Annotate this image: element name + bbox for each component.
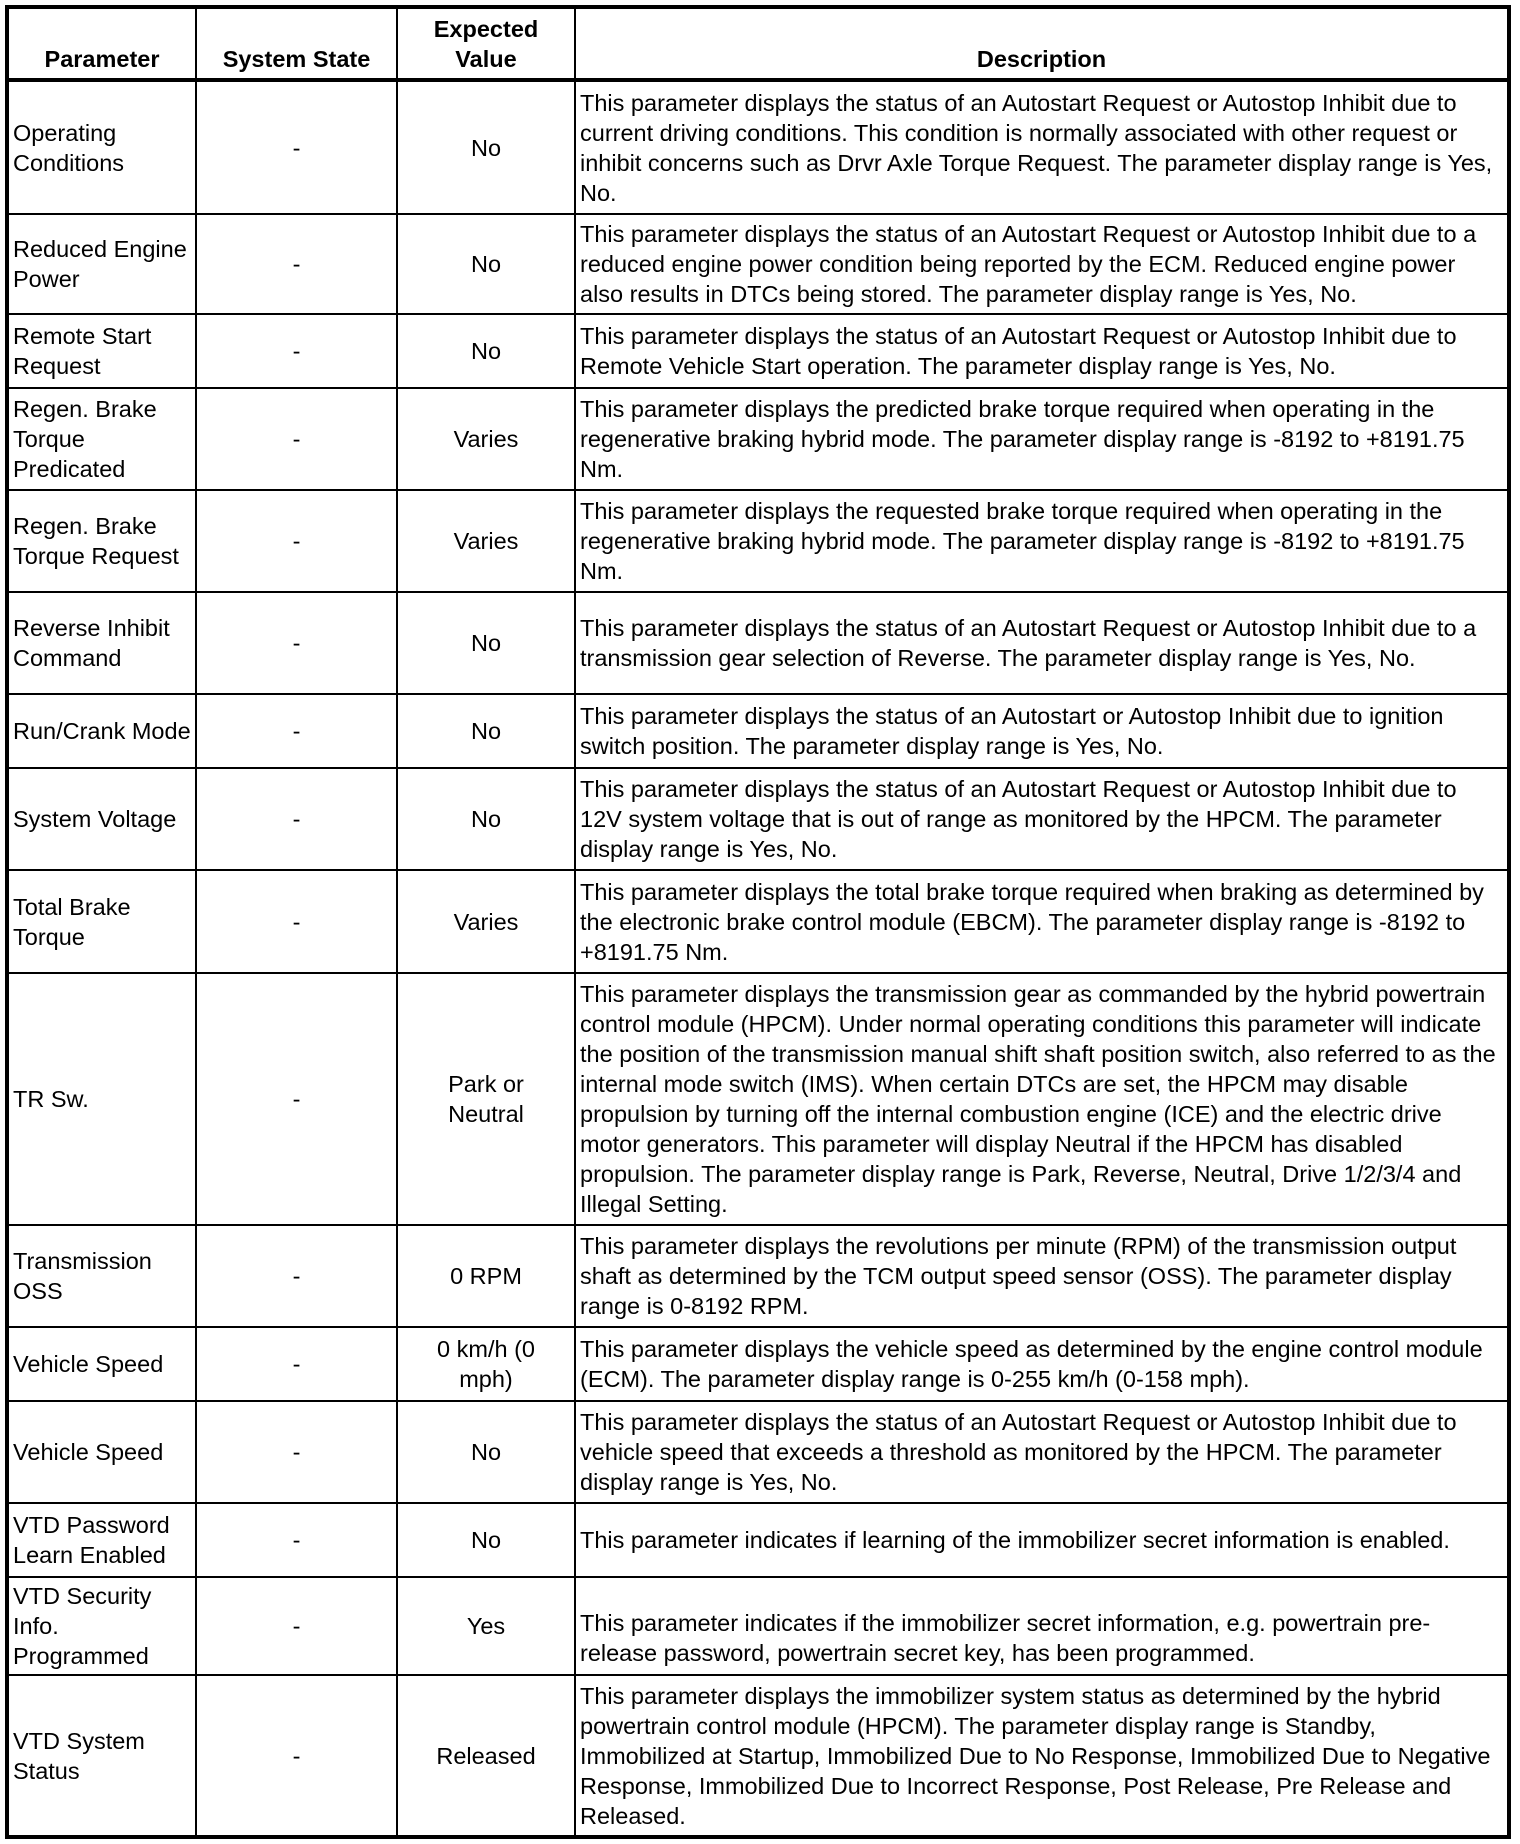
system-state-cell: - — [196, 1225, 397, 1327]
description-cell: This parameter displays the status of an Autostart Request or Autostop Inhibit due to a reduced engine power condition being reported by the ECM. Reduced engine power also results in DTCs being stored. The parameter display range is Yes, No. — [575, 214, 1509, 314]
table-row — [7, 1401, 1509, 1503]
table-row — [7, 1327, 1509, 1401]
description-cell: This parameter displays the transmission gear as commanded by the hybrid powertrain control module (HPCM). Under normal operating conditions this parameter will indicate the position of the transmission manual shift shaft position switch, also referred to as the internal mode switch (IMS). When certain DTCs are set, the HPCM may disable propulsion by turning off the internal combustion engine (ICE) and the electric drive motor generators. This parameter will display Neutral if the HPCM has disabled propulsion. The parameter display range is Park, Reverse, Neutral, Drive 1/2/3/4 and Illegal Setting. — [575, 973, 1509, 1225]
parameter-cell: VTD Security Info. Programmed — [7, 1577, 196, 1675]
header-description: Description — [575, 7, 1509, 80]
expected-value-cell: Yes — [397, 1577, 575, 1675]
system-state-cell: - — [196, 592, 397, 694]
system-state-cell: - — [196, 1577, 397, 1675]
system-state-cell: - — [196, 388, 397, 490]
expected-value-cell: No — [397, 1401, 575, 1503]
table-row — [7, 1225, 1509, 1327]
description-cell: This parameter displays the status of an Autostart Request or Autostop Inhibit due to current driving conditions. This condition is normally associated with other request or inhibit concerns such as Drvr Axle Torque Request. The parameter display range is Yes, No. — [575, 80, 1509, 214]
system-state-cell: - — [196, 1503, 397, 1577]
table-row — [7, 768, 1509, 870]
header-parameter: Parameter — [7, 7, 196, 80]
table-row — [7, 870, 1509, 973]
header-expected-value-line1: Expected — [433, 16, 539, 42]
parameter-cell: Vehicle Speed — [7, 1327, 196, 1401]
parameter-cell: Regen. Brake Torque Predicated — [7, 388, 196, 490]
parameter-cell: Reverse Inhibit Command — [7, 592, 196, 694]
parameter-cell: Vehicle Speed — [7, 1401, 196, 1503]
description-cell: This parameter displays the status of an Autostart Request or Autostop Inhibit due to Remote Vehicle Start operation. The parameter display range is Yes, No. — [575, 314, 1509, 388]
table-row — [7, 1675, 1509, 1837]
description-cell: This parameter indicates if the immobilizer secret information, e.g. powertrain pre-release password, powertrain secret key, has been programmed. — [575, 1577, 1509, 1675]
table-row — [7, 973, 1509, 1225]
header-system-state: System State — [196, 7, 397, 80]
parameter-cell: Operating Conditions — [7, 80, 196, 214]
expected-value-cell: No — [397, 592, 575, 694]
description-cell: This parameter displays the status of an Autostart Request or Autostop Inhibit due to vehicle speed that exceeds a threshold as monitored by the HPCM. The parameter display range is Yes, No. — [575, 1401, 1509, 1503]
description-cell: This parameter indicates if learning of the immobilizer secret information is enabled. — [575, 1503, 1509, 1577]
parameter-cell: TR Sw. — [7, 973, 196, 1225]
table-row — [7, 1577, 1509, 1675]
system-state-cell: - — [196, 694, 397, 768]
parameter-table — [5, 5, 1511, 1839]
parameter-cell: System Voltage — [7, 768, 196, 870]
expected-value-cell: No — [397, 80, 575, 214]
description-cell: This parameter displays the vehicle speed as determined by the engine control module (ECM). The parameter display range is 0-255 km/h (0-158 mph). — [575, 1327, 1509, 1401]
table-row — [7, 694, 1509, 768]
parameter-cell: Run/Crank Mode — [7, 694, 196, 768]
system-state-cell: - — [196, 1401, 397, 1503]
header-expected-value-line2: Value — [455, 46, 517, 72]
expected-value-cell — [397, 973, 575, 1225]
expected-value-cell: No — [397, 214, 575, 314]
description-cell: This parameter displays the predicted brake torque required when operating in the regenerative braking hybrid mode. The parameter display range is -8192 to +8191.75 Nm. — [575, 388, 1509, 490]
parameter-cell: Total Brake Torque — [7, 870, 196, 973]
table-row — [7, 490, 1509, 592]
description-cell: This parameter displays the immobilizer system status as determined by the hybrid powertrain control module (HPCM). The parameter display range is Standby, Immobilized at Startup, Immobilized Due to No Response, Immobilized Due to Negative Response, Immobilized Due to Incorrect Response, Post Release, Pre Release and Released. — [575, 1675, 1509, 1837]
parameter-cell: Reduced Engine Power — [7, 214, 196, 314]
system-state-cell: - — [196, 490, 397, 592]
expected-value-cell: Varies — [397, 388, 575, 490]
expected-value-cell: Released — [397, 1675, 575, 1837]
parameter-cell: Transmission OSS — [7, 1225, 196, 1327]
expected-value-cell: Varies — [397, 490, 575, 592]
description-cell: This parameter displays the requested brake torque required when operating in the regenerative braking hybrid mode. The parameter display range is -8192 to +8191.75 Nm. — [575, 490, 1509, 592]
expected-value-cell: No — [397, 694, 575, 768]
table-row — [7, 592, 1509, 694]
expected-value-text: 0 km/h (0 mph) — [437, 1336, 535, 1392]
table-row — [7, 1503, 1509, 1577]
description-cell: This parameter displays the total brake torque required when braking as determined by the electronic brake control module (EBCM). The parameter display range is -8192 to +8191.75 Nm. — [575, 870, 1509, 973]
parameter-cell: VTD Password Learn Enabled — [7, 1503, 196, 1577]
expected-value-cell: Varies — [397, 870, 575, 973]
table-row — [7, 314, 1509, 388]
description-cell: This parameter displays the status of an Autostart or Autostop Inhibit due to ignition switch position. The parameter display range is Yes, No. — [575, 694, 1509, 768]
header-row — [7, 7, 1509, 80]
expected-value-cell: No — [397, 768, 575, 870]
description-cell: This parameter displays the status of an Autostart Request or Autostop Inhibit due to a transmission gear selection of Reverse. The parameter display range is Yes, No. — [575, 592, 1509, 694]
system-state-cell: - — [196, 1327, 397, 1401]
expected-value-cell: No — [397, 1503, 575, 1577]
system-state-cell: - — [196, 973, 397, 1225]
parameter-cell: Regen. Brake Torque Request — [7, 490, 196, 592]
expected-value-cell — [397, 1327, 575, 1401]
parameter-cell: Remote Start Request — [7, 314, 196, 388]
description-cell: This parameter displays the status of an Autostart Request or Autostop Inhibit due to 12V system voltage that is out of range as monitored by the HPCM. The parameter display range is Yes, No. — [575, 768, 1509, 870]
table-row — [7, 214, 1509, 314]
expected-value-cell: No — [397, 314, 575, 388]
header-expected-value — [397, 7, 575, 80]
system-state-cell: - — [196, 1675, 397, 1837]
system-state-cell: - — [196, 870, 397, 973]
system-state-cell: - — [196, 768, 397, 870]
table-row — [7, 388, 1509, 490]
system-state-cell: - — [196, 214, 397, 314]
expected-value-text: Park or Neutral — [448, 1071, 524, 1127]
system-state-cell: - — [196, 314, 397, 388]
description-cell: This parameter displays the revolutions per minute (RPM) of the transmission output shaft as determined by the TCM output speed sensor (OSS). The parameter display range is 0-8192 RPM. — [575, 1225, 1509, 1327]
expected-value-cell: 0 RPM — [397, 1225, 575, 1327]
system-state-cell: - — [196, 80, 397, 214]
parameter-cell: VTD System Status — [7, 1675, 196, 1837]
table-row — [7, 80, 1509, 214]
